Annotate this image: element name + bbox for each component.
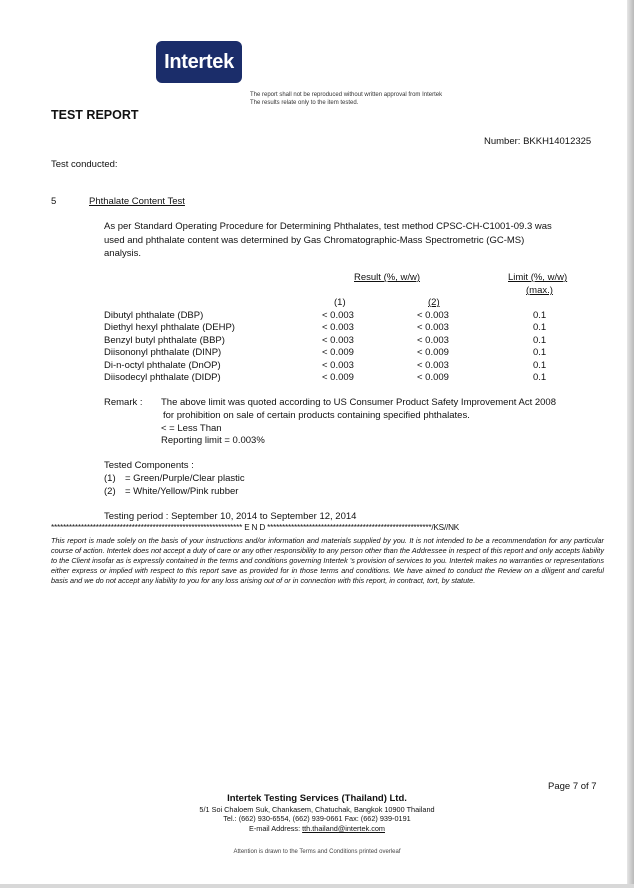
remark-line-2: for prohibition on sale of certain products containing specified phthalates. bbox=[163, 410, 470, 421]
result-1-value: < 0.009 bbox=[322, 347, 354, 358]
intertek-logo: Intertek bbox=[156, 41, 242, 83]
email-link[interactable]: tth.thailand@intertek.com bbox=[302, 824, 385, 833]
component-number: (2) bbox=[104, 486, 116, 497]
result-1-value: < 0.003 bbox=[322, 310, 354, 321]
company-name: Intertek Testing Services (Thailand) Ltd. bbox=[227, 793, 407, 804]
result-1-value: < 0.003 bbox=[322, 322, 354, 333]
disclaimer-paragraph: This report is made solely on the basis of your instructions and/or information and materials supplied by you. It is not intended to be a recommendation for any particular course of action. Intertek does not accept a duty of care or any other responsibility to any person other than the Addressee in respect of this report and only accepts liability to the Client insofar as is expressly contained in the terms and conditions governing Intertek 's provision of services to you. Intertek makes no warranties or representations either express or implied with respect to this report save as provided for in those terms and conditions. We have aimed to conduct the Review on a diligent and careful basis and we do not accept any liability to you for any loss arising out of or in connection with this report, in contract, tort, by statute. bbox=[51, 536, 604, 585]
email-label: E-mail Address: bbox=[249, 824, 303, 833]
company-address: 5/1 Soi Chaloem Suk, Chankasem, Chatuchak, Bangkok 10900 Thailand bbox=[199, 805, 435, 814]
result-1-value: < 0.003 bbox=[322, 360, 354, 371]
phthalate-name: Dibutyl phthalate (DBP) bbox=[104, 310, 204, 321]
component-description: = Green/Purple/Clear plastic bbox=[125, 473, 245, 484]
page-edge-shadow bbox=[627, 0, 634, 888]
section-number: 5 bbox=[51, 196, 57, 207]
page-number: Page 7 of 7 bbox=[548, 781, 597, 792]
limit-value: 0.1 bbox=[533, 310, 547, 321]
limit-header: Limit (%, w/w) bbox=[508, 272, 568, 283]
method-paragraph-line-2: used and phthalate content was determined by Gas Chromatographic-Mass Spectrometric (GC-MS) bbox=[104, 235, 525, 246]
company-email-line bbox=[0, 824, 634, 833]
result-1-value: < 0.003 bbox=[322, 335, 354, 346]
component-description: = White/Yellow/Pink rubber bbox=[125, 486, 239, 497]
result-2-value: < 0.003 bbox=[417, 360, 449, 371]
remark-line-1: The above limit was quoted according to US Consumer Product Safety Improvement Act 2008 bbox=[161, 397, 556, 408]
limit-value: 0.1 bbox=[533, 347, 547, 358]
result-2-value: < 0.003 bbox=[417, 322, 449, 333]
phthalate-name: Di-n-octyl phthalate (DnOP) bbox=[104, 360, 221, 371]
remark-reporting-limit: Reporting limit = 0.003% bbox=[161, 435, 265, 446]
report-number: Number: BKKH14012325 bbox=[484, 136, 592, 147]
reproduction-notice: The report shall not be reproduced without written approval from Intertek bbox=[250, 92, 443, 98]
limit-subheader: (max.) bbox=[526, 285, 553, 296]
phthalate-name: Diisononyl phthalate (DINP) bbox=[104, 347, 222, 358]
limit-value: 0.1 bbox=[533, 372, 547, 383]
limit-value: 0.1 bbox=[533, 360, 547, 371]
phthalate-name: Diisodecyl phthalate (DIDP) bbox=[104, 372, 221, 383]
result-col-1-header: (1) bbox=[334, 297, 346, 308]
result-2-value: < 0.003 bbox=[417, 310, 449, 321]
method-paragraph-line-1: As per Standard Operating Procedure for Determining Phthalates, test method CPSC-CH-C1001-09.3 was bbox=[104, 221, 552, 232]
result-col-2-header: (2) bbox=[428, 297, 440, 308]
limit-value: 0.1 bbox=[533, 322, 547, 333]
remark-less-than: < = Less Than bbox=[161, 423, 222, 434]
remark-label: Remark : bbox=[104, 397, 143, 408]
terms-attention-note: Attention is drawn to the Terms and Conditions printed overleaf bbox=[233, 849, 401, 855]
section-title: Phthalate Content Test bbox=[89, 196, 185, 207]
phthalate-name: Benzyl butyl phthalate (BBP) bbox=[104, 335, 225, 346]
report-title: TEST REPORT bbox=[51, 108, 139, 122]
end-of-report-line: **************************************************************** E N D *******************************************************/KS//NK bbox=[51, 523, 460, 532]
result-2-value: < 0.009 bbox=[417, 347, 449, 358]
result-2-value: < 0.003 bbox=[417, 335, 449, 346]
component-number: (1) bbox=[104, 473, 116, 484]
result-header: Result (%, w/w) bbox=[354, 272, 420, 283]
result-1-value: < 0.009 bbox=[322, 372, 354, 383]
method-paragraph-line-3: analysis. bbox=[104, 248, 141, 259]
result-2-value: < 0.009 bbox=[417, 372, 449, 383]
test-conducted-label: Test conducted: bbox=[51, 159, 118, 170]
results-notice: The results relate only to the item tested. bbox=[250, 100, 359, 106]
page-bottom-edge bbox=[0, 884, 634, 888]
phthalate-name: Diethyl hexyl phthalate (DEHP) bbox=[104, 322, 235, 333]
company-phone: Tel.: (662) 930-6554, (662) 939-0661 Fax: (662) 939-0191 bbox=[223, 814, 411, 823]
tested-components-title: Tested Components : bbox=[104, 460, 194, 471]
limit-value: 0.1 bbox=[533, 335, 547, 346]
testing-period: Testing period : September 10, 2014 to September 12, 2014 bbox=[104, 511, 357, 522]
